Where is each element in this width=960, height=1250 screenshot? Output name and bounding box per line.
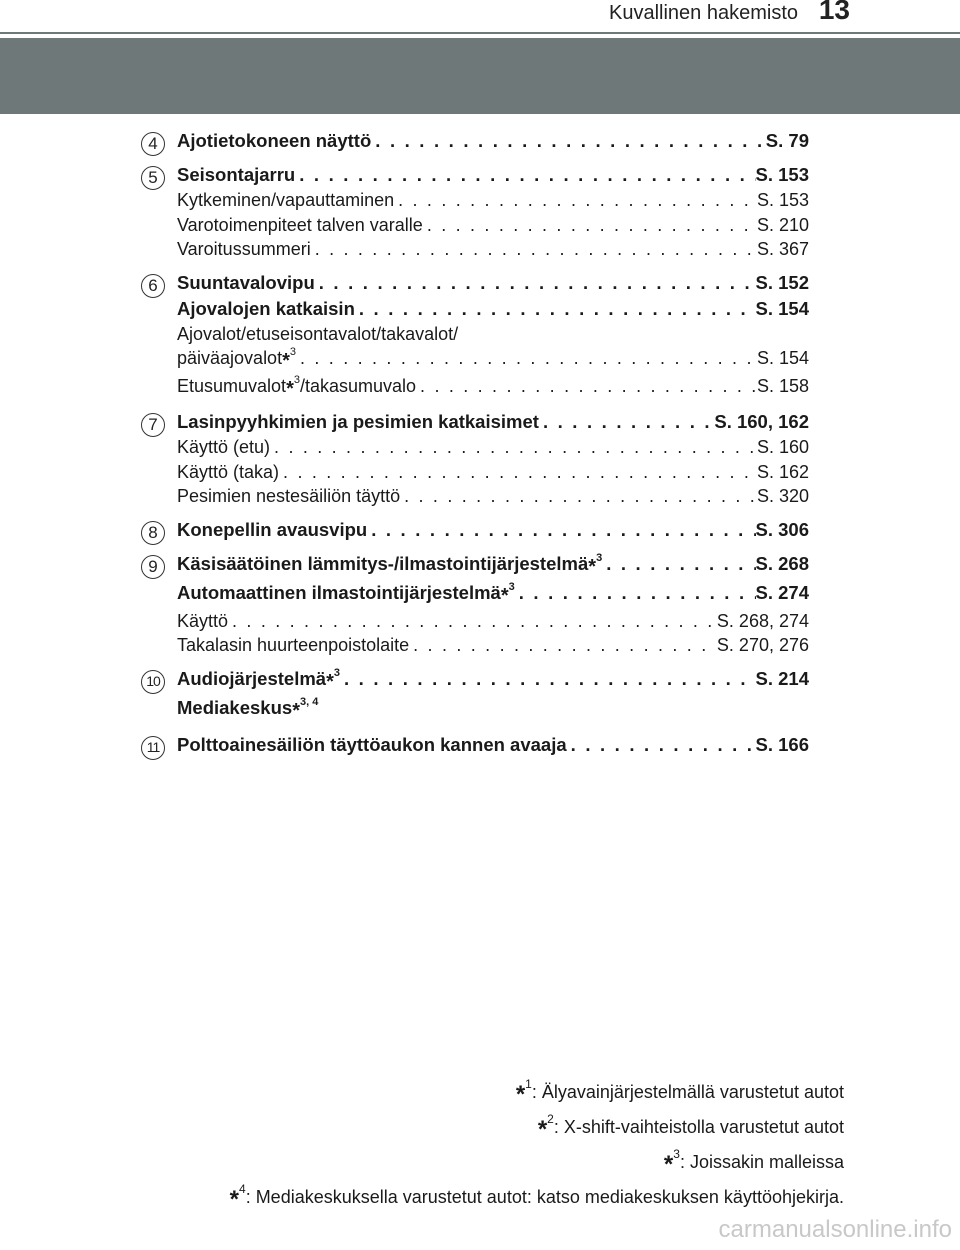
entry-label [177,435,270,460]
entry-label [177,580,515,609]
page-reference[interactable]: S. 268, 274 [716,610,809,631]
dot-leader [228,609,717,634]
entry-text: Polttoainesäiliön täyttöaukon kannen avaaja [177,733,567,755]
page-reference[interactable]: S. 153 [755,164,809,185]
entry-label [177,695,319,722]
footnotes [230,1076,844,1216]
footnote-ref: 3 [333,666,340,679]
section-number-badge: 10 [141,670,165,694]
index-entry[interactable] [177,322,809,347]
footnote [230,1076,844,1111]
entry-text: Audiojärjestelmä [177,667,327,689]
entry-label [177,609,228,634]
index-entry[interactable] [177,213,809,238]
entry-text: Pesimien nestesäiliön täyttö [177,486,401,506]
page-reference[interactable]: S. 162 [756,461,809,482]
index-section [141,551,809,658]
asterisk-mark: * [515,1081,526,1108]
index-entry-heading[interactable] [177,666,809,695]
entry-text: Käyttö (etu) [177,437,271,457]
entry-text: Suuntavalovipu [177,271,315,293]
entry-label [177,188,394,213]
footnote-ref: 3, 4 [299,695,319,708]
dot-leader [539,409,714,435]
page-reference[interactable]: S. 320 [756,486,809,506]
watermark: carmanualsonline.info [718,1216,952,1243]
header-title: Kuvallinen hakemisto [609,2,798,24]
asterisk-mark: * [588,555,597,578]
asterisk-mark: * [286,377,294,400]
page-reference[interactable]: S. 154 [755,297,809,319]
page-reference[interactable]: S. 160, 162 [714,411,809,432]
dot-leader [567,732,756,758]
footnote [230,1146,844,1181]
entry-label [177,484,400,509]
page-reference[interactable]: S. 210 [756,214,809,235]
footnote-ref: 3 [508,580,515,593]
section-number-badge: 9 [141,555,165,579]
footnote-text: : Älyavainjärjestelmällä varustetut autot [531,1082,844,1102]
page-reference[interactable]: S. 274 [755,581,809,603]
footnote-text: : Joissakin malleissa [679,1152,844,1172]
section-number-badge: 11 [141,736,165,760]
dot-leader [394,188,757,213]
entry-text: Käyttö [177,610,229,631]
index-entry[interactable] [177,237,809,262]
footnote-ref: 3 [596,551,603,564]
dot-leader [311,237,757,262]
asterisk-mark: * [326,670,334,693]
index-section [141,732,809,758]
asterisk-mark: * [229,1186,239,1213]
index-sections [141,128,809,766]
page-reference[interactable]: S. 367 [756,239,809,259]
dot-leader [315,270,756,296]
index-entry[interactable] [177,484,809,509]
asterisk-mark: * [292,699,300,722]
index-entry[interactable] [177,435,809,460]
footnote-number: 1 [525,1077,532,1091]
index-entry-heading[interactable] [177,517,809,543]
index-section [141,162,809,262]
dot-leader [423,213,757,238]
entry-label [177,732,567,758]
footnote-ref: 3 [289,346,296,358]
entry-text: Käsisäätöinen lämmitys-/ilmastointijärjestelmä [177,552,589,574]
page-number: 13 [818,0,850,25]
page-reference[interactable]: S. 158 [756,375,809,396]
footnote [230,1181,844,1216]
index-section [141,409,809,509]
index-entry-heading[interactable] [177,270,809,296]
index-entry[interactable] [177,346,809,374]
entry-label [177,633,409,658]
entry-text: Varoitussummeri [177,239,311,259]
page-reference[interactable]: S. 152 [755,271,809,293]
dot-leader [279,460,757,485]
section-number-badge: 5 [141,166,165,190]
footnote-text: : X-shift-vaihteistolla varustetut autot [553,1117,844,1137]
entry-label [177,162,295,188]
entry-text: Lasinpyyhkimien ja pesimien katkaisimet [177,411,539,432]
footnote-number: 3 [673,1147,680,1161]
page-reference[interactable]: S. 306 [755,518,809,540]
dot-leader [416,374,757,399]
index-entry-heading[interactable] [177,732,809,758]
footnote-ref: 3 [293,373,300,386]
footnote-number: 4 [239,1182,246,1196]
entry-text: Kytkeminen/vapauttaminen [177,190,395,210]
dot-leader [270,435,757,460]
footnote-text: : Mediakeskuksella varustetut autot: katso mediakeskuksen käyttöohjekirja. [245,1187,844,1207]
entry-text: Varotoimenpiteet talven varalle [177,214,423,235]
entry-text: Etusumuvalot [177,375,287,396]
section-number-badge: 7 [141,413,165,437]
index-entry-heading[interactable] [177,695,809,724]
page-header [0,0,960,38]
dot-leader [371,128,766,154]
entry-text: Ajovalot/etuseisontavalot/takavalot/ [177,323,459,344]
entry-label [177,666,340,695]
entry-text: Ajovalojen katkaisin [177,297,355,319]
asterisk-mark: * [663,1151,674,1178]
index-entry[interactable] [177,188,809,213]
index-entry[interactable] [177,374,809,402]
page-reference[interactable]: S. 154 [756,348,809,368]
entry-text: päiväajovalot [177,348,283,368]
entry-text: Ajotietokoneen näyttö [177,130,372,151]
entry-label [177,128,371,154]
entry-label [177,409,539,435]
entry-label [177,324,458,344]
entry-label [177,237,311,262]
entry-text: Mediakeskus [177,696,293,718]
entry-label [177,296,355,322]
index-entry-heading[interactable] [177,409,809,435]
entry-label [177,213,423,238]
header-rule [0,32,960,34]
page-reference[interactable]: S. 268 [755,552,809,574]
index-section [141,128,809,154]
entry-text: /takasumuvalo [299,375,417,396]
header-band [0,38,960,114]
footnote-number: 2 [547,1112,554,1126]
section-number-badge: 4 [141,132,165,156]
index-entry-heading[interactable] [177,162,809,188]
section-number-badge: 8 [141,521,165,545]
entry-label [177,460,279,485]
dot-leader [367,517,755,543]
dot-leader [409,633,717,658]
dot-leader [400,484,757,509]
index-entry[interactable] [177,460,809,485]
section-number-badge: 6 [141,274,165,298]
dot-leader [515,580,756,606]
index-entry-heading[interactable] [177,296,809,322]
index-entry[interactable] [177,633,809,658]
index-entry-heading[interactable] [177,128,809,154]
page-reference[interactable]: S. 153 [756,190,809,210]
dot-leader [295,162,755,188]
entry-text: Takalasin huurteenpoistolaite [177,635,410,655]
page-reference[interactable]: S. 270, 276 [716,635,809,655]
index-entry-heading[interactable] [177,551,809,580]
dot-leader [340,666,756,692]
entry-text: Käyttö (taka) [177,461,280,482]
index-entry-heading[interactable] [177,580,809,609]
index-section [141,666,809,724]
entry-label [177,270,315,296]
entry-text: Automaattinen ilmastointijärjestelmä [177,581,501,603]
entry-text: Seisontajarru [177,164,296,185]
asterisk-mark: * [537,1116,548,1143]
dot-leader [602,551,755,577]
entry-label [177,517,367,543]
entry-label [177,346,296,374]
dot-leader [355,296,756,322]
entry-label [177,551,602,580]
asterisk-mark: * [282,350,290,372]
asterisk-mark: * [500,584,509,607]
entry-text: Konepellin avausvipu [177,518,368,540]
page-reference[interactable]: S. 166 [755,733,809,755]
page-reference[interactable]: S. 160 [756,437,809,457]
index-section [141,517,809,543]
page-reference[interactable]: S. 214 [755,667,809,689]
index-section [141,270,809,402]
entry-label [177,374,416,402]
footnote [230,1111,844,1146]
page-reference[interactable]: S. 79 [765,130,809,151]
index-entry[interactable] [177,609,809,634]
dot-leader [296,346,757,371]
